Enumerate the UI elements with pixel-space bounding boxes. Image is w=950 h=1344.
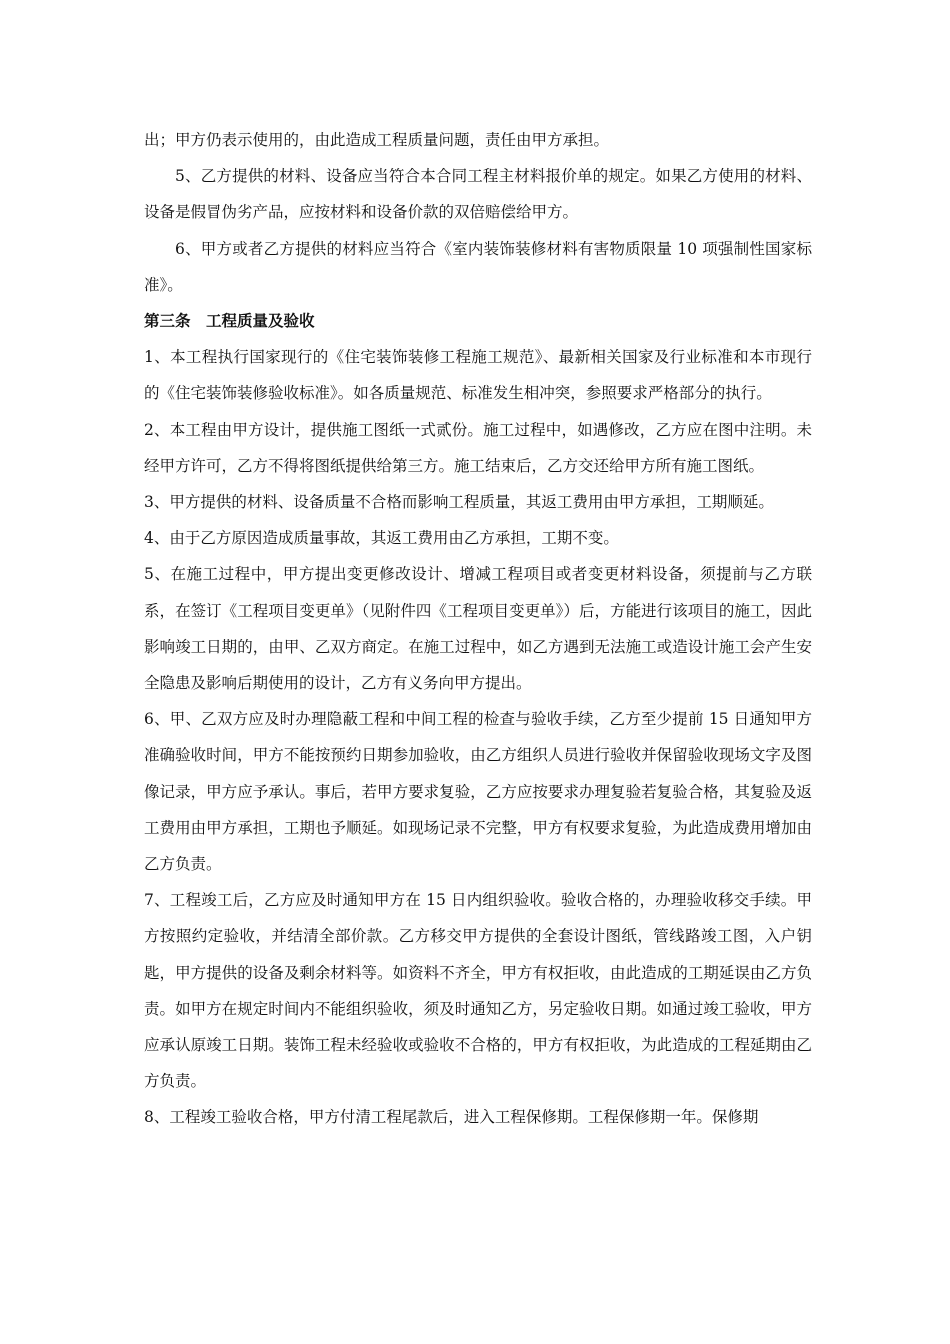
document-body (144, 122, 812, 1136)
paragraph-continuation: 出；甲方仍表示使用的，由此造成工程质量问题，责任由甲方承担。 (144, 131, 610, 149)
paragraph-quality-clause-3: 3、甲方提供的材料、设备质量不合格而影响工程质量，其返工费用由甲方承担，工期顺延。 (144, 493, 774, 512)
paragraph-quality-clause-4: 4、由于乙方原因造成质量事故，其返工费用由乙方承担，工期不变。 (144, 529, 619, 548)
paragraph-material-clause-5: 5、乙方提供的材料、设备应当符合本合同工程主材料报价单的规定。如果乙方使用的材料、设备是假冒伪劣产品，应按材料和设备价款的双倍赔偿给甲方。 (144, 167, 812, 222)
paragraph-quality-clause-7: 7、工程竣工后，乙方应及时通知甲方在 15 日内组织验收。验收合格的，办理验收移交手续。甲方按照约定验收，并结清全部价款。乙方移交甲方提供的全套设计图纸，管线路竣工图，入户钥匙，甲方提供的设备及剩余材料等。如资料不齐全，甲方有权拒收，由此造成的工期延误由乙方负责。如甲方在规定时间内不能组织验收，须及时通知乙方，另定验收日期。如通过竣工验收，甲方应承认原竣工日期。装饰工程未经验收或验收不合格的，甲方有权拒收，为此造成的工程延期由乙方负责。 (144, 891, 812, 1091)
paragraph-quality-clause-2: 2、本工程由甲方设计，提供施工图纸一式贰份。施工过程中，如遇修改，乙方应在图中注明。未经甲方许可，乙方不得将图纸提供给第三方。施工结束后，乙方交还给甲方所有施工图纸。 (144, 420, 812, 475)
paragraph-quality-clause-5: 5、在施工过程中，甲方提出变更修改设计、增减工程项目或者变更材料设备，须提前与乙方联系，在签订《工程项目变更单》（见附件四《工程项目变更单》）后，方能进行该项目的施工，因此影响竣工日期的，由甲、乙双方商定。在施工过程中，如乙方遇到无法施工或造设计施工会产生安全隐患及影响后期使用的设计，乙方有义务向甲方提出。 (144, 565, 812, 693)
paragraph-quality-clause-6: 6、甲、乙双方应及时办理隐蔽工程和中间工程的检查与验收手续，乙方至少提前 15 日通知甲方准确验收时间，甲方不能按预约日期参加验收，由乙方组织人员进行验收并保留验收现场文字及图像记录，甲方应予承认。事后，若甲方要求复验，乙方应按要求办理复验若复验合格，其复验及返工费用由甲方承担，工期也予顺延。如现场记录不完整，甲方有权要求复验，为此造成费用增加由乙方负责。 (144, 710, 812, 874)
paragraph-quality-clause-8: 8、工程竣工验收合格，甲方付清工程尾款后，进入工程保修期。工程保修期一年。保修期 (144, 1108, 759, 1127)
section-heading-article-3: 第三条 工程质量及验收 (144, 311, 315, 331)
paragraph-quality-clause-1: 1、本工程执行国家现行的《住宅装饰装修工程施工规范》、最新相关国家及行业标准和本市现行的《住宅装饰装修验收标准》。如各质量规范、标准发生相冲突，参照要求严格部分的执行。 (144, 348, 812, 403)
paragraph-material-clause-6: 6、甲方或者乙方提供的材料应当符合《室内装饰装修材料有害物质限量 10 项强制性国家标准》。 (144, 239, 812, 294)
